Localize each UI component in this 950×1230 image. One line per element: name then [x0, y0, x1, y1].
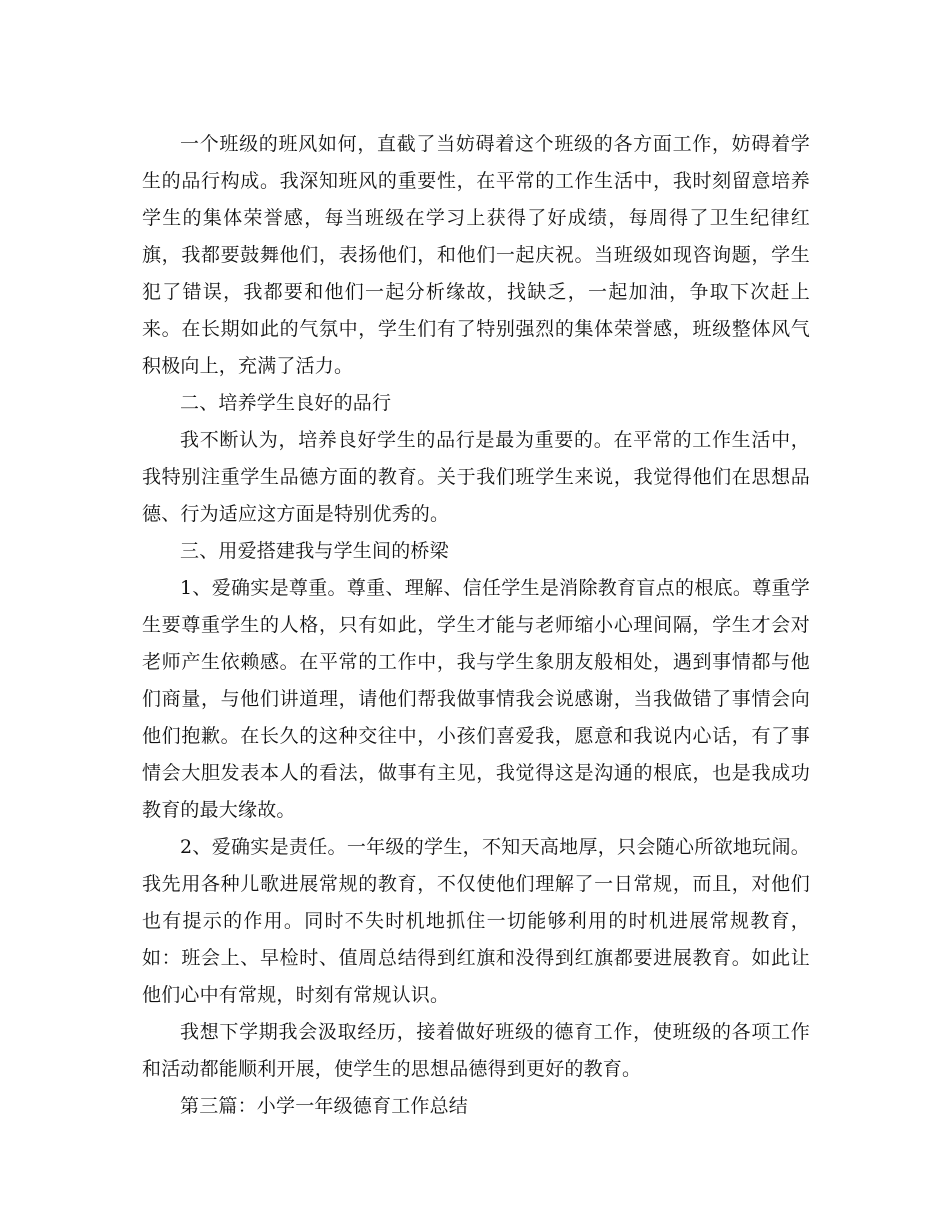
paragraph-class-atmosphere: 一个班级的班风如何，直截了当妨碍着这个班级的各方面工作，妨碍着学生的品行构成。我深知班风的重要性，在平常的工作生活中，我时刻留意培养学生的集体荣誉感，每当班级在学习上获得了好成绩，每周得了卫生纪律红旗，我都要鼓舞他们，表扬他们，和他们一起庆祝。当班级如现咨询题，学生犯了错误，我都要和他们一起分析缘故，找缺乏，一起加油，争取下次赶上来。在长期如此的气氛中，学生们有了特别强烈的集体荣誉感，班级整体风气积极向上，充满了活力。: [142, 133, 810, 377]
section-heading-bridge-of-love: 三、用爱搭建我与学生间的桥梁: [180, 540, 449, 562]
paragraph-love-is-respect: 1、爱确实是尊重。尊重、理解、信任学生是消除教育盲点的根底。尊重学生要尊重学生的人格，只有如此，学生才能与老师缩小心理间隔，学生才会对老师产生依赖感。在平常的工作中，我与学生象朋友般相处，遇到事情都与他们商量，与他们讲道理，请他们帮我做事情我会说感谢，当我做错了事情会向他们抱歉。在长久的这种交往中，小孩们喜爱我，愿意和我说内心话，有了事情会大胆发表本人的看法，做事有主见，我觉得这是沟通的根底，也是我成功教育的最大缘故。: [142, 577, 810, 821]
chapter-heading-part-three: 第三篇：小学一年级德育工作总结: [180, 1095, 469, 1117]
paragraph-love-is-responsibility: 2、爱确实是责任。一年级的学生，不知天高地厚，只会随心所欲地玩闹。我先用各种儿歌进展常规的教育，不仅使他们理解了一日常规，而且，对他们也有提示的作用。同时不失时机地抓住一切能够利用的时机进展常规教育，如：班会上、早检时、值周总结得到红旗和没得到红旗都要进展教育。如此让他们心中有常规，时刻有常规认识。: [142, 836, 810, 1006]
paragraph-next-semester: 我想下学期我会汲取经历，接着做好班级的德育工作，使班级的各项工作和活动都能顺利开展，使学生的思想品德得到更好的教育。: [142, 1021, 810, 1080]
document-body: [142, 126, 810, 1125]
section-heading-moral-character: 二、培养学生良好的品行: [180, 392, 392, 414]
paragraph-moral-character: 我不断认为，培养良好学生的品行是最为重要的。在平常的工作生活中，我特别注重学生品德方面的教育。关于我们班学生来说，我觉得他们在思想品德、行为适应这方面是特别优秀的。: [142, 429, 810, 525]
